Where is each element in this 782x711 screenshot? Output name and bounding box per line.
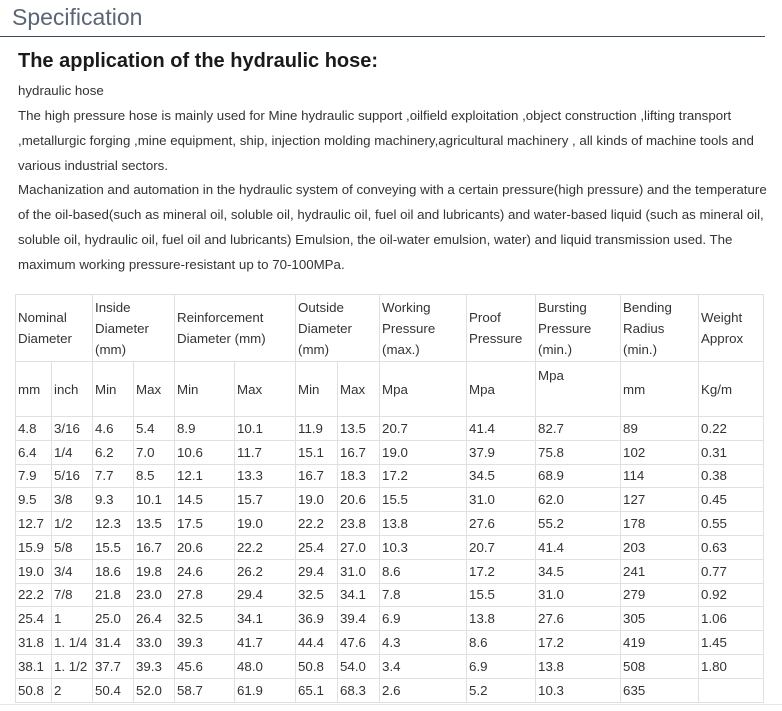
table-cell: 7/8 — [52, 583, 93, 607]
table-cell: 8.6 — [467, 631, 536, 655]
table-cell: 15.5 — [467, 583, 536, 607]
table-cell: 15.9 — [16, 535, 52, 559]
table-cell: 6.4 — [16, 440, 52, 464]
table-cell: 10.1 — [235, 417, 296, 441]
table-cell: 13.8 — [467, 607, 536, 631]
table-cell: 32.5 — [296, 583, 338, 607]
table-cell: 89 — [621, 417, 699, 441]
table-cell: 82.7 — [536, 417, 621, 441]
table-cell: 20.7 — [467, 535, 536, 559]
unit-cell: Min — [175, 362, 235, 417]
table-cell: 279 — [621, 583, 699, 607]
table-cell: 6.2 — [93, 440, 134, 464]
table-cell: 1 — [52, 607, 93, 631]
table-cell: 50.8 — [296, 654, 338, 678]
table-header-row — [16, 295, 764, 362]
table-cell: 39.3 — [175, 631, 235, 655]
unit-cell: inch — [52, 362, 93, 417]
table-cell: 34.1 — [235, 607, 296, 631]
table-cell: 37.9 — [467, 440, 536, 464]
table-cell: 27.6 — [536, 607, 621, 631]
table-cell: 127 — [621, 488, 699, 512]
table-cell: 13.3 — [235, 464, 296, 488]
table-row — [16, 654, 764, 678]
table-cell: 65.1 — [296, 678, 338, 702]
table-cell: 419 — [621, 631, 699, 655]
table-cell: 0.77 — [699, 559, 764, 583]
spec-table-body — [16, 295, 764, 703]
paragraph-details: Machanization and automation in the hydraulic system of conveying with a certain pressure(high pressure) and the temperature of the oil-based(such as mineral oil, soluble oil, hydraulic oil, fuel oil and lubricants) and water-based liquid (such as mineral oil, soluble oil, hydraulic oil, fuel oil and lubricants) Emulsion, the oil-water emulsion, water) and liquid transmission used. The maximum working pressure-resistant up to 70-100MPa. — [18, 182, 767, 272]
paragraph-intro: hydraulic hose — [18, 83, 104, 98]
table-cell: 54.0 — [338, 654, 380, 678]
table-row — [16, 512, 764, 536]
table-cell: 36.9 — [296, 607, 338, 631]
table-cell: 62.0 — [536, 488, 621, 512]
table-row — [16, 678, 764, 702]
table-cell: 15.5 — [380, 488, 467, 512]
table-cell: 48.0 — [235, 654, 296, 678]
header-outside-diameter: Outside Diameter (mm) — [296, 295, 380, 362]
table-cell: 22.2 — [16, 583, 52, 607]
table-cell: 16.7 — [134, 535, 175, 559]
table-cell: 10.6 — [175, 440, 235, 464]
table-cell: 31.0 — [338, 559, 380, 583]
table-cell: 0.22 — [699, 417, 764, 441]
table-cell: 1/2 — [52, 512, 93, 536]
table-cell: 21.8 — [93, 583, 134, 607]
spec-table — [15, 294, 764, 703]
unit-cell: mm — [621, 362, 699, 417]
table-cell: 75.8 — [536, 440, 621, 464]
table-cell: 17.2 — [536, 631, 621, 655]
unit-cell: Kg/m — [699, 362, 764, 417]
unit-cell: Mpa — [380, 362, 467, 417]
table-cell: 1.80 — [699, 654, 764, 678]
table-row — [16, 631, 764, 655]
table-cell: 19.0 — [16, 559, 52, 583]
table-cell: 0.55 — [699, 512, 764, 536]
table-cell: 1/4 — [52, 440, 93, 464]
table-cell: 31.4 — [93, 631, 134, 655]
table-cell: 47.6 — [338, 631, 380, 655]
table-cell: 31.8 — [16, 631, 52, 655]
table-cell: 6.9 — [467, 654, 536, 678]
table-cell: 15.7 — [235, 488, 296, 512]
table-cell: 10.1 — [134, 488, 175, 512]
table-cell: 3.4 — [380, 654, 467, 678]
table-cell: 4.3 — [380, 631, 467, 655]
table-cell: 13.8 — [380, 512, 467, 536]
header-inside-diameter: Inside Diameter (mm) — [93, 295, 175, 362]
table-cell: 12.3 — [93, 512, 134, 536]
table-cell: 7.7 — [93, 464, 134, 488]
section-title: Specification — [12, 4, 143, 30]
table-cell: 27.0 — [338, 535, 380, 559]
table-row — [16, 488, 764, 512]
table-cell: 27.6 — [467, 512, 536, 536]
table-cell: 29.4 — [296, 559, 338, 583]
unit-cell: Max — [235, 362, 296, 417]
table-cell: 19.0 — [380, 440, 467, 464]
table-cell: 1. 1/2 — [52, 654, 93, 678]
table-row — [16, 559, 764, 583]
table-cell: 5.2 — [467, 678, 536, 702]
table-cell: 4.8 — [16, 417, 52, 441]
table-cell: 45.6 — [175, 654, 235, 678]
table-cell: 50.4 — [93, 678, 134, 702]
table-cell: 68.3 — [338, 678, 380, 702]
table-cell: 19.0 — [235, 512, 296, 536]
table-cell: 17.2 — [467, 559, 536, 583]
table-cell: 13.5 — [134, 512, 175, 536]
table-cell: 2.6 — [380, 678, 467, 702]
table-cell: 25.0 — [93, 607, 134, 631]
table-cell: 22.2 — [235, 535, 296, 559]
table-cell: 31.0 — [536, 583, 621, 607]
table-cell: 22.2 — [296, 512, 338, 536]
table-cell: 15.5 — [93, 535, 134, 559]
unit-cell: Max — [134, 362, 175, 417]
header-working-pressure: Working Pressure (max.) — [380, 295, 467, 362]
table-row — [16, 535, 764, 559]
table-row — [16, 464, 764, 488]
table-cell: 23.0 — [134, 583, 175, 607]
table-cell: 19.0 — [296, 488, 338, 512]
unit-cell: Min — [296, 362, 338, 417]
table-cell: 3/16 — [52, 417, 93, 441]
table-cell: 23.8 — [338, 512, 380, 536]
table-cell: 52.0 — [134, 678, 175, 702]
table-units-row — [16, 362, 764, 417]
table-cell: 203 — [621, 535, 699, 559]
table-cell: 635 — [621, 678, 699, 702]
table-cell: 0.63 — [699, 535, 764, 559]
table-cell: 10.3 — [380, 535, 467, 559]
table-cell: 2 — [52, 678, 93, 702]
table-cell: 25.4 — [16, 607, 52, 631]
table-cell: 16.7 — [296, 464, 338, 488]
table-cell: 114 — [621, 464, 699, 488]
table-cell: 178 — [621, 512, 699, 536]
table-cell: 15.1 — [296, 440, 338, 464]
table-cell: 11.7 — [235, 440, 296, 464]
table-cell: 31.0 — [467, 488, 536, 512]
table-cell: 20.6 — [338, 488, 380, 512]
unit-cell: mm — [16, 362, 52, 417]
header-proof-pressure: Proof Pressure — [467, 295, 536, 362]
table-row — [16, 417, 764, 441]
header-reinforcement-diameter: Reinforcement Diameter (mm) — [175, 295, 296, 362]
table-cell: 34.5 — [536, 559, 621, 583]
table-cell: 19.8 — [134, 559, 175, 583]
unit-cell: Mpa — [467, 362, 536, 417]
table-cell: 14.5 — [175, 488, 235, 512]
unit-cell: Max — [338, 362, 380, 417]
table-cell: 3/8 — [52, 488, 93, 512]
table-cell: 27.8 — [175, 583, 235, 607]
header-bending-radius: Bending Radius (min.) — [621, 295, 699, 362]
table-cell: 18.6 — [93, 559, 134, 583]
table-cell: 12.1 — [175, 464, 235, 488]
table-cell — [699, 678, 764, 702]
unit-cell: Min — [93, 362, 134, 417]
table-cell: 8.6 — [380, 559, 467, 583]
table-cell: 41.4 — [467, 417, 536, 441]
table-row — [16, 583, 764, 607]
table-cell: 7.8 — [380, 583, 467, 607]
table-cell: 6.9 — [380, 607, 467, 631]
header-nominal-diameter: Nominal Diameter — [16, 295, 93, 362]
table-cell: 7.0 — [134, 440, 175, 464]
table-cell: 11.9 — [296, 417, 338, 441]
table-cell: 7.9 — [16, 464, 52, 488]
table-cell: 12.7 — [16, 512, 52, 536]
table-cell: 29.4 — [235, 583, 296, 607]
table-cell: 68.9 — [536, 464, 621, 488]
table-cell: 5/8 — [52, 535, 93, 559]
table-cell: 0.38 — [699, 464, 764, 488]
table-cell: 305 — [621, 607, 699, 631]
table-cell: 50.8 — [16, 678, 52, 702]
table-cell: 5/16 — [52, 464, 93, 488]
unit-cell: Mpa — [536, 362, 621, 417]
table-cell: 0.45 — [699, 488, 764, 512]
table-cell: 17.2 — [380, 464, 467, 488]
table-cell: 5.4 — [134, 417, 175, 441]
table-cell: 33.0 — [134, 631, 175, 655]
section-header — [0, 0, 765, 37]
table-row — [16, 440, 764, 464]
table-cell: 37.7 — [93, 654, 134, 678]
table-cell: 3/4 — [52, 559, 93, 583]
table-cell: 9.3 — [93, 488, 134, 512]
table-cell: 241 — [621, 559, 699, 583]
table-cell: 38.1 — [16, 654, 52, 678]
table-cell: 39.4 — [338, 607, 380, 631]
header-bursting-pressure: Bursting Pressure (min.) — [536, 295, 621, 362]
table-cell: 8.9 — [175, 417, 235, 441]
footer-divider — [0, 704, 782, 705]
table-cell: 0.31 — [699, 440, 764, 464]
table-cell: 24.6 — [175, 559, 235, 583]
table-cell: 1.45 — [699, 631, 764, 655]
table-cell: 26.4 — [134, 607, 175, 631]
table-cell: 1.06 — [699, 607, 764, 631]
table-cell: 102 — [621, 440, 699, 464]
table-cell: 41.7 — [235, 631, 296, 655]
table-cell: 39.3 — [134, 654, 175, 678]
table-cell: 8.5 — [134, 464, 175, 488]
table-cell: 0.92 — [699, 583, 764, 607]
table-cell: 18.3 — [338, 464, 380, 488]
table-cell: 17.5 — [175, 512, 235, 536]
table-cell: 44.4 — [296, 631, 338, 655]
table-cell: 13.5 — [338, 417, 380, 441]
table-cell: 9.5 — [16, 488, 52, 512]
table-cell: 41.4 — [536, 535, 621, 559]
table-cell: 32.5 — [175, 607, 235, 631]
table-cell: 20.6 — [175, 535, 235, 559]
table-cell: 34.5 — [467, 464, 536, 488]
table-cell: 20.7 — [380, 417, 467, 441]
table-cell: 58.7 — [175, 678, 235, 702]
table-cell: 1. 1/4 — [52, 631, 93, 655]
table-cell: 26.2 — [235, 559, 296, 583]
table-cell: 55.2 — [536, 512, 621, 536]
article-subtitle: The application of the hydraulic hose: — [18, 50, 379, 72]
table-cell: 4.6 — [93, 417, 134, 441]
table-cell: 508 — [621, 654, 699, 678]
table-cell: 61.9 — [235, 678, 296, 702]
paragraph-usage: The high pressure hose is mainly used for Mine hydraulic support ,oilfield exploitation ,object construction ,lifting transport ,metallurgic forging ,mine equipment, ship, injection molding machinery,agricultural machinery , all kinds of machine tools and various industrial sectors. — [18, 108, 754, 173]
header-weight: Weight Approx — [699, 295, 764, 362]
table-cell: 16.7 — [338, 440, 380, 464]
table-cell: 13.8 — [536, 654, 621, 678]
table-row — [16, 607, 764, 631]
table-cell: 10.3 — [536, 678, 621, 702]
table-cell: 34.1 — [338, 583, 380, 607]
table-cell: 25.4 — [296, 535, 338, 559]
